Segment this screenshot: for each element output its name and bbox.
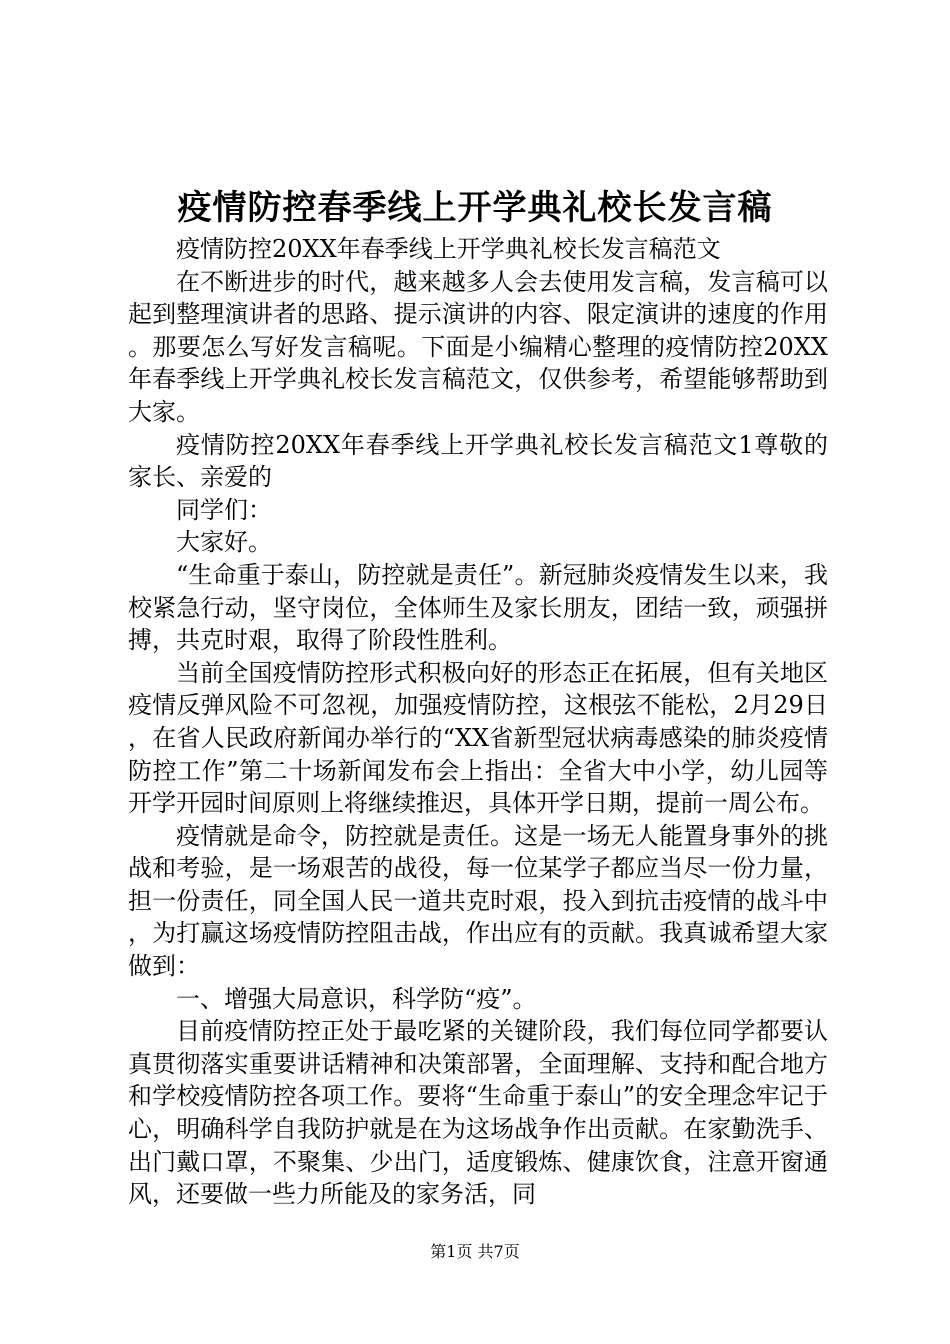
document-body — [128, 233, 828, 1211]
paragraph: 在不断进步的时代，越来越多人会去使用发言稿，发言稿可以起到整理演讲者的思路、提示演讲的内容、限定演讲的速度的作用。那要怎么写好发言稿呢。下面是小编精心整理的疫情防控20XX年春季线上开学典礼校长发言稿范文，仅供参考，希望能够帮助到大家。 — [128, 267, 828, 426]
paragraph: 目前疫情防控正处于最吃紧的关键阶段，我们每位同学都要认真贯彻落实重要讲话精神和决策部署，全面理解、支持和配合地方和学校疫情防控各项工作。要将“生命重于泰山”的安全理念牢记于心，明确科学自我防护就是在为这场战争作出贡献。在家勤洗手、出门戴口罩，不聚集、少出门，适度锻炼、健康饮食，注意开窗通风，还要做一些力所能及的家务活，同 — [128, 1017, 828, 1209]
document-title: 疫情防控春季线上开学典礼校长发言稿 — [177, 188, 773, 228]
paragraph: 疫情防控20XX年春季线上开学典礼校长发言稿范文1尊敬的家长、亲爱的 — [128, 430, 828, 492]
paragraph: 大家好。 — [176, 528, 272, 557]
paragraph: 同学们： — [176, 495, 272, 524]
page-indicator: 第1页 共7页 — [430, 1242, 520, 1261]
paragraph: 疫情防控20XX年春季线上开学典礼校长发言稿范文 — [176, 235, 721, 263]
paragraph: 当前全国疫情防控形式积极向好的形态正在拓展，但有关地区疫情反弹风险不可忽视，加强疫情防控，这根弦不能松，2月29日，在省人民政府新闻办举行的“XX省新型冠状病毒感染的肺炎疫情防控工作”第二十场新闻发布会上指出：全省大中小学，幼儿园等开学开园时间原则上将继续推迟，具体开学日期，提前一周公布。 — [128, 658, 828, 818]
paragraph: 一、增强大局意识，科学防“疫”。 — [176, 984, 537, 1013]
paragraph: 疫情就是命令，防控就是责任。这是一场无人能置身事外的挑战和考验，是一场艰苦的战役，每一位某学子都应当尽一份力量，担一份责任，同全国人民一道共克时艰，投入到抗击疫情的战斗中，为打赢这场疫情防控阻击战，作出应有的贡献。我真诚希望大家做到： — [128, 821, 828, 981]
paragraph: “生命重于泰山，防控就是责任”。新冠肺炎疫情发生以来，我校紧急行动，坚守岗位，全体师生及家长朋友，团结一致，顽强拼搏，共克时艰，取得了阶段性胜利。 — [128, 560, 828, 655]
